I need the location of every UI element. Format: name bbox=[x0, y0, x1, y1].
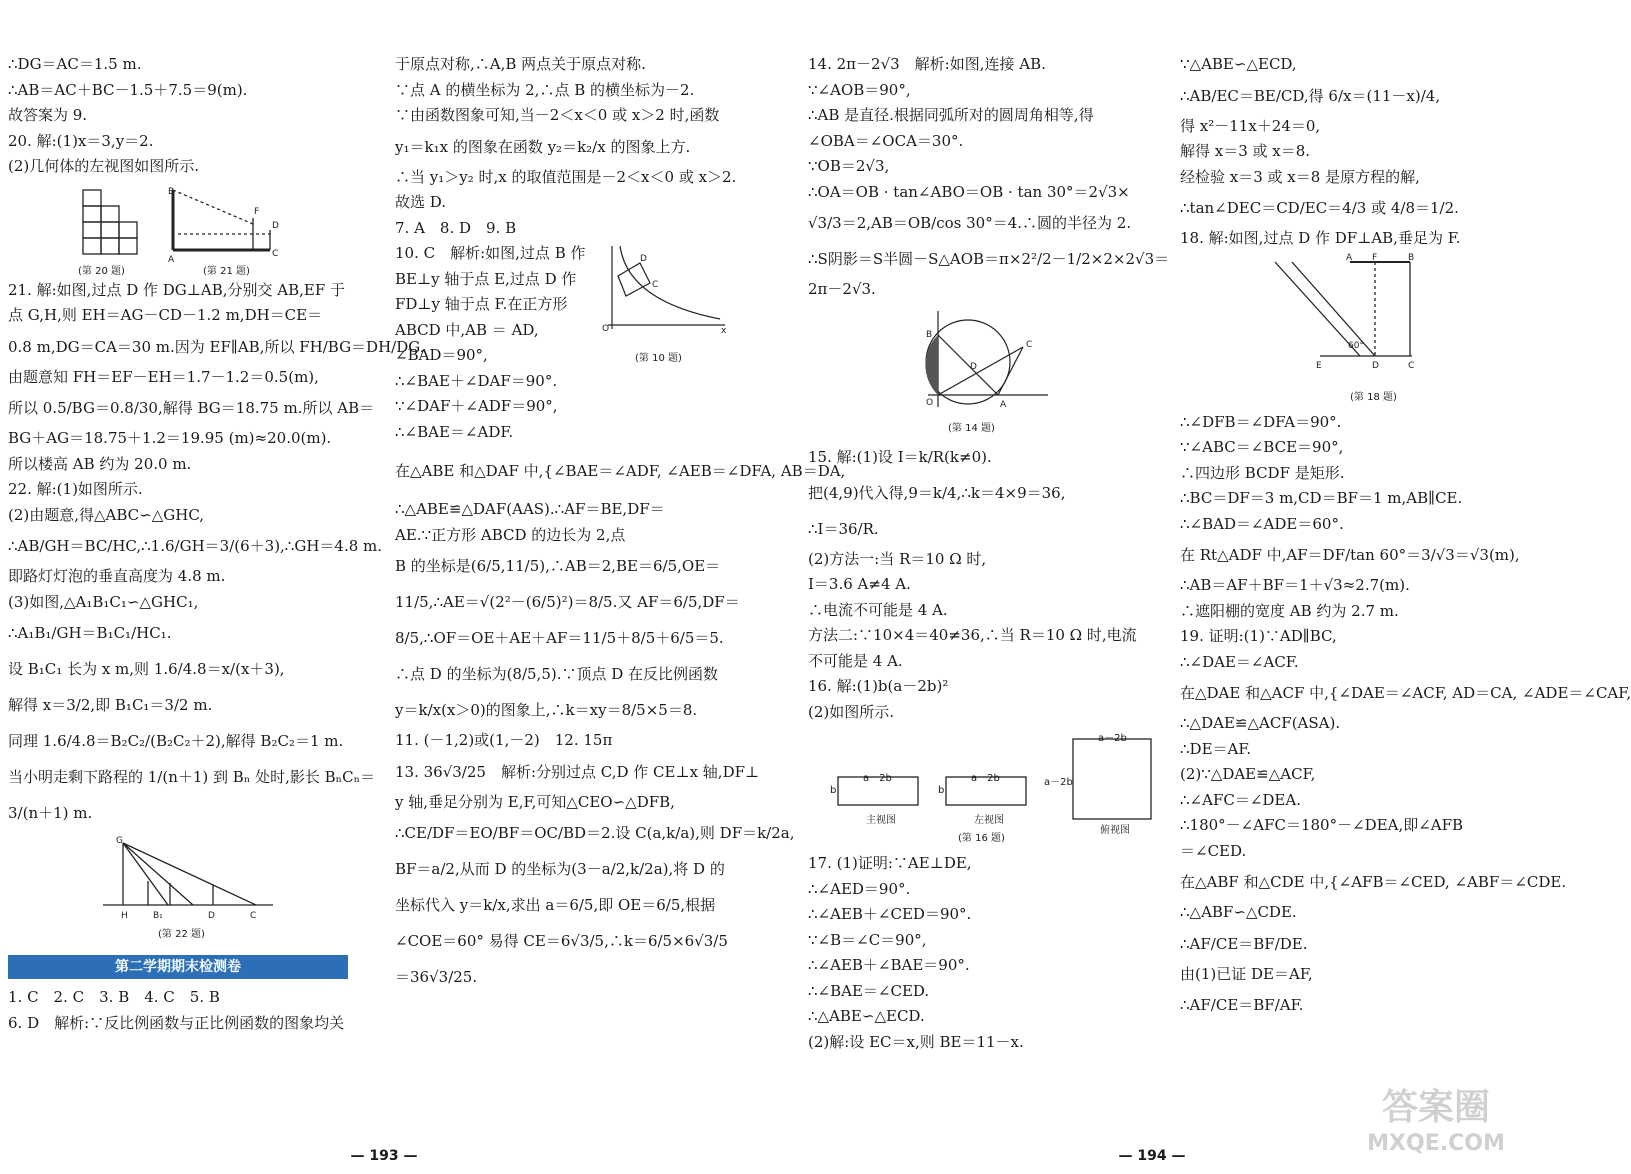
front-view-side-dimension: b bbox=[830, 785, 837, 796]
text-line: ∠BAD＝90°, bbox=[395, 346, 488, 364]
text-line: 11/5,∴AE＝√(2²－(6/5)²)＝8/5.又 AF＝6/5,DF＝ bbox=[395, 593, 740, 611]
text-line: 6. D 解析:∵反比例函数与正比例函数的图象均关 bbox=[8, 1013, 345, 1032]
svg-text:60°: 60° bbox=[1348, 340, 1364, 351]
figure-14-drawing bbox=[808, 307, 1148, 419]
text-line: ∠COE＝60° 易得 CE＝6√3/5,∴k＝6/5×6√3/5 bbox=[395, 932, 728, 950]
text-line: ∴BC＝DF＝3 m,CD＝BF＝1 m,AB∥CE. bbox=[1180, 489, 1463, 507]
text-line: I＝3.6 A≠4 A. bbox=[808, 575, 911, 593]
right-column-3 bbox=[808, 52, 1170, 1055]
figure-16 bbox=[808, 729, 1158, 847]
text-line: ABCD 中,AB ＝ AD, bbox=[395, 320, 539, 339]
page-number-193: — 193 — bbox=[350, 1148, 418, 1164]
svg-text:A: A bbox=[1000, 399, 1007, 410]
text-line: ∵∠ABC＝∠BCE＝90°, bbox=[1180, 438, 1344, 456]
text-line: 15. 解:(1)设 I＝k/R(k≠0). bbox=[808, 447, 992, 466]
text-line: ∴∠AFC＝∠DEA. bbox=[1180, 790, 1301, 809]
text-line: ∴四边形 BCDF 是矩形. bbox=[1180, 463, 1345, 482]
text-line: 22. 解:(1)如图所示. bbox=[8, 480, 143, 498]
text-line: ∴A₁B₁/GH＝B₁C₁/HC₁. bbox=[8, 624, 172, 642]
text-line: 3/(n＋1) m. bbox=[8, 804, 93, 822]
section-banner: 第二学期期末检测卷 bbox=[8, 955, 348, 979]
figure-18-drawing bbox=[1180, 252, 1520, 388]
text-line: 13. 36√3/25 解析:分别过点 C,D 作 CE⊥x 轴,DF⊥ bbox=[395, 762, 760, 781]
text-line: 解得 x＝3 或 x＝8. bbox=[1180, 142, 1311, 160]
text-line: 解得 x＝3/2,即 B₁C₁＝3/2 m. bbox=[8, 696, 213, 714]
text-line: y＝k/x(x＞0)的图象上,∴k＝xy＝8/5×5＝8. bbox=[395, 701, 698, 719]
text-line: BE⊥y 轴于点 E,过点 D 作 bbox=[395, 269, 577, 288]
svg-text:C: C bbox=[652, 280, 659, 290]
text-line: y₁＝k₁x 的图象在函数 y₂＝k₂/x 的图象上方. bbox=[395, 137, 691, 156]
svg-text:H: H bbox=[121, 911, 128, 921]
text-line: ∴AB 是直径.根据同弧所对的圆周角相等,得 bbox=[808, 106, 1094, 124]
text-line: ＝36√3/25. bbox=[395, 968, 478, 986]
text-line: 8/5,∴OF＝OE＋AE＋AF＝11/5＋8/5＋6/5＝5. bbox=[395, 629, 724, 647]
figure-18 bbox=[1180, 252, 1525, 406]
text-line: AE.∵正方形 ABCD 的边长为 2,点 bbox=[395, 525, 626, 544]
text-line: 即路灯灯泡的垂直高度为 4.8 m. bbox=[8, 567, 226, 585]
text-line: ∴∠AED＝90°. bbox=[808, 879, 911, 898]
svg-text:A: A bbox=[1346, 252, 1353, 263]
text-line: 所以 0.5/BG＝0.8/30,解得 BG＝18.75 m.所以 AB＝ bbox=[8, 399, 375, 417]
text-line: ∴AB/EC＝BE/CD,得 6/x＝(11－x)/4, bbox=[1180, 86, 1441, 105]
text-line: ∴∠AEB＋∠BAE＝90°. bbox=[808, 956, 970, 974]
svg-text:C: C bbox=[1408, 360, 1415, 371]
svg-text:B₁: B₁ bbox=[153, 911, 163, 921]
svg-text:B: B bbox=[1408, 252, 1415, 263]
front-view-dimension: a－2b bbox=[863, 773, 892, 784]
left-view-label: 左视图 bbox=[974, 815, 1004, 826]
text-line: 20. 解:(1)x＝3,y＝2. bbox=[8, 131, 154, 150]
watermark bbox=[1346, 1086, 1526, 1166]
text-line: ∴∠BAE＋∠DAF＝90°. bbox=[395, 371, 558, 390]
question-10-text bbox=[395, 241, 610, 369]
text-line: ∴∠BAE＝∠ADF. bbox=[395, 422, 514, 441]
text-line: ∴△ABE∽△ECD. bbox=[808, 1007, 925, 1025]
text-line: 14. 2π－2√3 解析:如图,连接 AB. bbox=[808, 55, 1046, 73]
svg-text:D: D bbox=[1372, 360, 1379, 371]
front-view-label: 主视图 bbox=[866, 815, 896, 826]
svg-text:x: x bbox=[721, 326, 727, 336]
text-line: (2)∵△DAE≌△ACF, bbox=[1180, 765, 1316, 783]
text-line: ∴电流不可能是 4 A. bbox=[808, 600, 948, 619]
top-view-label: 俯视图 bbox=[1100, 825, 1130, 836]
text-line: ∴点 D 的坐标为(8/5,5).∵顶点 D 在反比例函数 bbox=[395, 665, 719, 683]
text-line: ∵点 A 的横坐标为 2,∴点 B 的横坐标为－2. bbox=[395, 80, 695, 99]
text-line: 把(4,9)代入得,9＝k/4,∴k＝4×9＝36, bbox=[808, 483, 1066, 502]
figure-22-drawing bbox=[8, 835, 348, 935]
text-line: 得 x²－11x＋24＝0, bbox=[1180, 116, 1321, 135]
text-line: ∵∠DAF＋∠ADF＝90°, bbox=[395, 397, 558, 415]
text-line: 16. 解:(1)b(a－2b)² bbox=[808, 677, 949, 695]
text-line: (2)方法一:当 R＝10 Ω 时, bbox=[808, 549, 987, 568]
top-view-dimension: a－2b bbox=[1098, 733, 1127, 744]
top-view-side-dimension: a－2b bbox=[1044, 777, 1073, 788]
svg-text:A: A bbox=[168, 254, 175, 265]
text-line: 18. 解:如图,过点 D 作 DF⊥AB,垂足为 F. bbox=[1180, 229, 1461, 247]
text-line: ∴∠BAE＝∠CED. bbox=[808, 981, 930, 1000]
text-line: 故选 D. bbox=[395, 193, 447, 211]
svg-text:O: O bbox=[602, 324, 610, 334]
text-line: 7. A 8. D 9. B bbox=[395, 218, 517, 237]
text-line: 设 B₁C₁ 长为 x m,则 1.6/4.8＝x/(x＋3), bbox=[8, 660, 285, 678]
text-line: 0.8 m,DG＝CA＝30 m.因为 EF∥AB,所以 FH/BG＝DH/DG. bbox=[8, 337, 425, 356]
text-line: 经检验 x＝3 或 x＝8 是原方程的解, bbox=[1180, 167, 1420, 186]
question-10-block bbox=[395, 241, 735, 369]
figure-20-21 bbox=[8, 184, 358, 277]
figure-18-caption: (第 18 题) bbox=[1350, 391, 1397, 403]
text-line: ∴AF/CE＝BF/AF. bbox=[1180, 996, 1304, 1014]
text-line: 同理 1.6/4.8＝B₂C₂/(B₂C₂＋2),解得 B₂C₂＝1 m. bbox=[8, 732, 344, 750]
text-line: 在 Rt△ADF 中,AF＝DF/tan 60°＝3/√3＝√3(m), bbox=[1180, 546, 1520, 564]
text-line: 故答案为 9. bbox=[8, 106, 88, 124]
text-line: 10. C 解析:如图,过点 B 作 bbox=[395, 244, 586, 262]
text-line: ∴180°－∠AFC＝180°－∠DEA,即∠AFB bbox=[1180, 816, 1464, 834]
svg-text:F: F bbox=[1372, 252, 1378, 263]
figure-14 bbox=[808, 307, 1158, 435]
text-line: ∴DG＝AC＝1.5 m. bbox=[8, 55, 142, 73]
text-line: ∵△ABE∽△ECD, bbox=[1180, 55, 1297, 73]
text-line: ∴∠BAD＝∠ADE＝60°. bbox=[1180, 514, 1344, 533]
text-line: ∴S阴影＝S半圆－S△AOB＝π×2²/2－1/2×2×2√3＝ bbox=[808, 250, 1170, 268]
figure-21-caption: (第 21 题) bbox=[203, 265, 250, 277]
text-line: ∴I＝36/R. bbox=[808, 519, 879, 538]
page-number-194: — 194 — bbox=[1118, 1148, 1186, 1164]
text-line: ∵∠AOB＝90°, bbox=[808, 80, 911, 99]
right-column-4 bbox=[1180, 52, 1631, 1023]
text-line: ∴△DAE≌△ACF(ASA). bbox=[1180, 714, 1341, 732]
text-line: ∴∠DFB＝∠DFA＝90°. bbox=[1180, 412, 1342, 431]
svg-text:E: E bbox=[1316, 360, 1322, 371]
text-line: ∴△ABF∽△CDE. bbox=[1180, 903, 1297, 921]
svg-text:D: D bbox=[970, 361, 977, 372]
text-line: ＝∠CED. bbox=[1180, 841, 1247, 860]
svg-text:D: D bbox=[272, 220, 279, 231]
text-line: 所以楼高 AB 约为 20.0 m. bbox=[8, 454, 192, 473]
figure-22-caption: (第 22 题) bbox=[158, 929, 205, 940]
svg-text:C: C bbox=[272, 248, 279, 259]
text-line: 在△ABE 和△DAF 中,{∠BAE＝∠ADF, ∠AEB＝∠DFA, AB＝DA, bbox=[395, 462, 846, 480]
text-line: BF＝a/2,从而 D 的坐标为(3－a/2,k/2a),将 D 的 bbox=[395, 860, 725, 878]
text-line: (2)解:设 EC＝x,则 BE＝11－x. bbox=[808, 1032, 1024, 1051]
figure-14-caption: (第 14 题) bbox=[948, 422, 995, 434]
text-line: ∴遮阳棚的宽度 AB 约为 2.7 m. bbox=[1180, 601, 1399, 620]
text-line: ∴OA＝OB · tan∠ABO＝OB · tan 30°＝2√3× bbox=[808, 182, 1130, 201]
svg-text:G: G bbox=[116, 836, 123, 846]
left-view-dimension: a－2b bbox=[971, 773, 1000, 784]
text-line: (3)如图,△A₁B₁C₁∽△GHC₁, bbox=[8, 592, 199, 611]
text-line: ∠OBA＝∠OCA＝30°. bbox=[808, 131, 964, 150]
text-line: 由(1)已证 DE＝AF, bbox=[1180, 964, 1313, 983]
text-line: 于原点对称,∴A,B 两点关于原点对称. bbox=[395, 55, 646, 73]
text-line: (2)如图所示. bbox=[808, 702, 895, 721]
figure-20-21-drawing bbox=[8, 184, 348, 274]
text-line: √3/3＝2,AB＝OB/cos 30°＝4.∴圆的半径为 2. bbox=[808, 214, 1132, 232]
figure-16-caption: (第 16 题) bbox=[958, 833, 1005, 844]
text-line: y 轴,垂足分别为 E,F,可知△CEO∽△DFB, bbox=[395, 792, 675, 811]
figure-10-drawing bbox=[600, 241, 730, 351]
text-line: 由题意知 FH＝EF－EH＝1.7－1.2＝0.5(m), bbox=[8, 367, 319, 386]
text-line: ∴AB＝AC＋BC－1.5＋7.5＝9(m). bbox=[8, 80, 248, 99]
text-line: ∴tan∠DEC＝CD/EC＝4/3 或 4/8＝1/2. bbox=[1180, 199, 1459, 217]
text-line: ∴CE/DF＝EO/BF＝OC/BD＝2.设 C(a,k/a),则 DF＝k/2a, bbox=[395, 824, 795, 842]
text-line: 17. (1)证明:∵AE⊥DE, bbox=[808, 854, 972, 872]
text-line: 当小明走剩下路程的 1/(n＋1) 到 Bₙ 处时,影长 BₙCₙ＝ bbox=[8, 768, 376, 786]
text-line: ∵由函数图象可知,当－2＜x＜0 或 x＞2 时,函数 bbox=[395, 106, 720, 124]
text-line: 点 G,H,则 EH＝AG－CD－1.2 m,DH＝CE＝ bbox=[8, 306, 323, 324]
text-line: 不可能是 4 A. bbox=[808, 651, 903, 670]
svg-text:C: C bbox=[1026, 339, 1033, 350]
text-line: 在△ABF 和△CDE 中,{∠AFB＝∠CED, ∠ABF＝∠CDE. bbox=[1180, 873, 1567, 891]
text-line: ∴∠DAE＝∠ACF. bbox=[1180, 652, 1299, 671]
svg-text:F: F bbox=[254, 206, 260, 217]
text-line: 方法二:∵10×4＝40≠36,∴当 R＝10 Ω 时,电流 bbox=[808, 626, 1137, 644]
text-line: 19. 证明:(1)∵AD∥BC, bbox=[1180, 627, 1337, 645]
svg-text:O: O bbox=[926, 397, 934, 408]
text-line: 21. 解:如图,过点 D 作 DG⊥AB,分别交 AB,EF 于 bbox=[8, 280, 346, 299]
text-line: (2)由题意,得△ABC∽△GHC, bbox=[8, 505, 205, 524]
text-line: ∴AF/CE＝BF/DE. bbox=[1180, 934, 1308, 953]
watermark-title: 答案圈 bbox=[1381, 1087, 1490, 1128]
text-line: ∴AB/GH＝BC/HC,∴1.6/GH＝3/(6＋3),∴GH＝4.8 m. bbox=[8, 537, 383, 555]
figure-22 bbox=[8, 835, 358, 945]
svg-text:D: D bbox=[208, 911, 215, 921]
text-line: 坐标代入 y＝k/x,求出 a＝6/5,即 OE＝6/5,根据 bbox=[395, 896, 716, 914]
text-line: ∴∠AEB＋∠CED＝90°. bbox=[808, 905, 972, 923]
text-line: 2π－2√3. bbox=[808, 280, 876, 298]
text-line: ∴AB＝AF＋BF＝1＋√3≈2.7(m). bbox=[1180, 576, 1410, 594]
svg-text:D: D bbox=[640, 254, 647, 264]
figure-10 bbox=[600, 241, 730, 369]
text-line: FD⊥y 轴于点 F.在正方形 bbox=[395, 295, 568, 313]
text-line: 1. C 2. C 3. B 4. C 5. B bbox=[8, 988, 220, 1006]
svg-text:B: B bbox=[168, 186, 175, 197]
text-line: 11. (－1,2)或(1,－2) 12. 15π bbox=[395, 731, 613, 749]
text-line: ∴△ABE≌△DAF(AAS).∴AF＝BE,DF＝ bbox=[395, 500, 665, 518]
svg-text:B: B bbox=[926, 329, 933, 340]
text-line: ∴DE＝AF. bbox=[1180, 739, 1252, 758]
figure-10-caption: (第 10 题) bbox=[635, 353, 682, 364]
right-page bbox=[768, 0, 1631, 1174]
text-line: ∵OB＝2√3, bbox=[808, 157, 890, 175]
text-line: BG＋AG＝18.75＋1.2＝19.95 (m)≈20.0(m). bbox=[8, 429, 332, 447]
text-line: (2)几何体的左视图如图所示. bbox=[8, 157, 200, 175]
left-view-side-dimension: b bbox=[938, 785, 945, 796]
watermark-url: MXQE.COM bbox=[1367, 1131, 1505, 1156]
text-line: ∵∠B＝∠C＝90°, bbox=[808, 930, 927, 949]
figure-20-caption: (第 20 题) bbox=[78, 265, 125, 277]
text-line: B 的坐标是(6/5,11/5),∴AB＝2,BE＝6/5,OE＝ bbox=[395, 557, 721, 575]
text-line: ∴当 y₁＞y₂ 时,x 的取值范围是－2＜x＜0 或 x＞2. bbox=[395, 167, 737, 186]
svg-text:C: C bbox=[250, 911, 257, 921]
text-line: 在△DAE 和△ACF 中,{∠DAE＝∠ACF, AD＝CA, ∠ADE＝∠CAF, bbox=[1180, 684, 1631, 702]
